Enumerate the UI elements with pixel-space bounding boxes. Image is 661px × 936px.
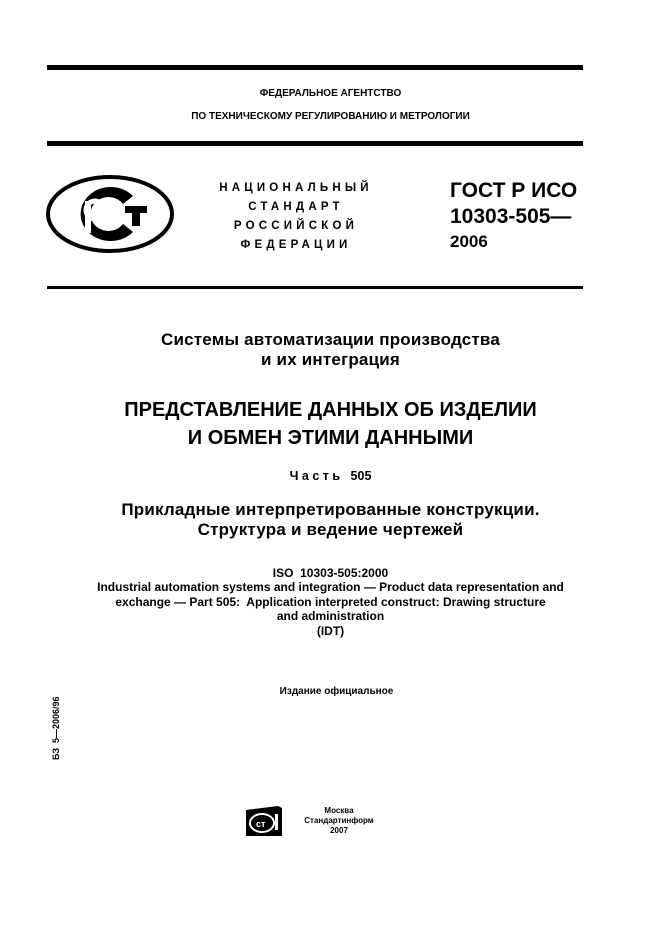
publisher-info [294, 806, 384, 836]
subtitle-line-2: Структура и ведение чертежей [197, 520, 464, 539]
iso-title-line-1: Industrial automation systems and integration — Product data representation and [97, 580, 564, 594]
natstd-line-1: НАЦИОНАЛЬНЫЙ [219, 182, 373, 194]
natstd-line-3: РОССИЙСКОЙ [233, 220, 359, 232]
rst-gost-logo-icon [45, 174, 175, 254]
main-title-line-2: И ОБМЕН ЭТИМИ ДАННЫМИ [187, 427, 474, 449]
agency-line-2: ПО ТЕХНИЧЕСКОМУ РЕГУЛИРОВАНИЮ И МЕТРОЛОГИИ [191, 111, 470, 122]
designation-line-1: ГОСТ Р ИСО [450, 179, 578, 202]
main-title-line-1: ПРЕДСТАВЛЕНИЕ ДАННЫХ ОБ ИЗДЕЛИИ [124, 399, 537, 421]
designation-line-3: 2006 [450, 232, 488, 251]
svg-text:ст: ст [256, 819, 266, 829]
publisher-city: Москва [324, 806, 354, 815]
series-title-line-1: Системы автоматизации производства [161, 330, 500, 349]
iso-title-line-3: and administration [276, 609, 385, 623]
publisher-name: Стандартинформ [304, 816, 374, 825]
natstd-line-4: ФЕДЕРАЦИИ [240, 239, 352, 251]
iso-equivalence: (IDT) [316, 624, 345, 638]
designation-line-2: 10303-505— [450, 205, 572, 228]
publisher-year: 2007 [330, 826, 348, 835]
side-note: БЗ 5—2006/96 [51, 696, 61, 760]
section-rule [47, 286, 583, 289]
part-label [0, 469, 661, 483]
subtitle-line-1: Прикладные интерпретированные конструкции. [121, 500, 540, 519]
edition-label: Издание официальное [279, 686, 394, 697]
standartinform-logo-icon [246, 806, 282, 836]
national-standard-label [196, 179, 396, 255]
top-rule [47, 65, 583, 70]
iso-number: ISO 10303-505:2000 [272, 566, 389, 580]
part-number: 505 [350, 469, 372, 483]
iso-title-line-2: exchange — Part 505: Application interpreted construct: Drawing structure [115, 595, 546, 609]
part-word: Часть [289, 469, 344, 483]
header-bottom-rule [47, 141, 583, 146]
agency-line-1: ФЕДЕРАЛЬНОЕ АГЕНТСТВО [259, 88, 402, 99]
natstd-line-2: СТАНДАРТ [248, 201, 344, 213]
series-title-line-2: и их интеграция [260, 350, 401, 369]
